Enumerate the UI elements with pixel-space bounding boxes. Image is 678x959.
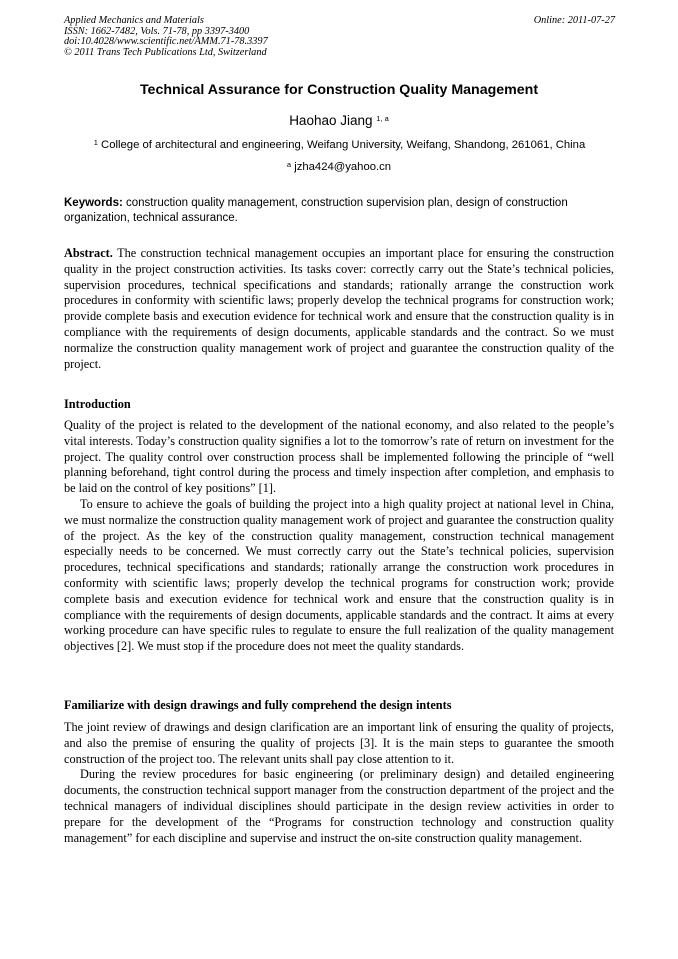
copyright-line: © 2011 Trans Tech Publications Ltd, Switzerland [64, 47, 267, 59]
keywords-label: Keywords: [64, 197, 123, 209]
affiliation-text: College of architectural and engineering, Weifang University, Weifang, Shandong, 261061, China [101, 139, 586, 151]
author-line [0, 112, 678, 130]
paper-title: Technical Assurance for Construction Quality Management [139, 82, 539, 98]
abstract-label: Abstract. [64, 246, 113, 260]
journal-header [64, 16, 384, 59]
email-line [0, 160, 678, 174]
affiliation-line [64, 138, 615, 152]
doi-line: doi:10.4028/www.scientific.net/AMM.71-78.3397 [64, 36, 268, 48]
keywords-text: construction quality management, construction supervision plan, design of construction organization, technical assurance. [64, 197, 568, 225]
familiarize-paragraph-1: The joint review of drawings and design clarification are an important link of ensuring the quality of projects, and also the premise of ensuring the quality of projects [3]. It is the main steps to guarantee the smooth construction of the project too. The relevant units shall pay close attention to it. [64, 720, 614, 766]
email-address[interactable]: jzha424@yahoo.cn [294, 161, 392, 173]
introduction-paragraph-1: Quality of the project is related to the development of the national economy, and also related to the people’s vital interests. Today’s construction quality signifies a lot to the tomorrow’s rate of return on investment for the project. The quality control over construction process shall be implemented following the principle of “well planning beforehand, tight control during the process and timely inspection after completion, and emphasis to be laid on the control of key positions” [1]. [64, 418, 614, 496]
author-name: Haohao Jiang [289, 113, 373, 128]
issn-line: ISSN: 1662-7482, Vols. 71-78, pp 3397-3400 [64, 25, 250, 37]
introduction-section [64, 418, 614, 655]
abstract-block [64, 246, 614, 372]
journal-name: Applied Mechanics and Materials [64, 15, 204, 26]
email-superscript: a [286, 160, 292, 169]
familiarize-heading: Familiarize with design drawings and fully comprehend the design intents [64, 698, 452, 712]
online-date: Online: 2011-07-27 [533, 15, 615, 26]
affiliation-superscript: 1 [93, 138, 98, 147]
introduction-heading: Introduction [64, 397, 131, 411]
introduction-paragraph-2: To ensure to achieve the goals of building the project into a high quality project at national level in China, we must normalize the construction quality management work of project and guarantee the construction quality of the project. As the key of the construction quality management, construction technical management especially needs to be concerned. We must correctly carry out the State’s technical policies, supervision procedures, technical specifications and standards; rationally arrange the construction work procedures in conformity with scientific laws; properly develop the technical programs for construction work; provide complete basis and execution evidence for technical work and ensure that the construction quality is in compliance with the requirements of design documents, applicable standards and the contract. It aims at every working procedure can have specific rules to regulate to ensure the full realization of the quality management objectives [2]. We must stop if the procedure does not meet the quality standards. [64, 496, 614, 654]
familiarize-paragraph-2: During the review procedures for basic engineering (or preliminary design) and detailed engineering documents, the construction technical support manager from the construction department of the project and the technical managers of individual disciplines should participate in the design review activities in order to prepare for the development of the “Programs for construction technology and construction quality management” for each discipline and supervise and instruct the on-site construction quality management. [64, 767, 614, 845]
abstract-text: The construction technical management occupies an important place for ensuring the construction quality in the project construction activities. Its tasks cover: correctly carry out the State’s technical policies, supervision procedures, technical specifications and standards; rationally arrange the construction work procedures in conformity with scientific laws; properly develop the technical programs for construction work; provide complete basis and execution evidence for technical work and ensure that the construction quality is in compliance with the requirements of design documents, applicable standards and the contract. So we must normalize the construction quality management work of project and guarantee the construction quality of the project. [64, 246, 614, 371]
keywords-block [64, 196, 614, 226]
author-superscript: 1, a [376, 114, 389, 123]
familiarize-section [64, 720, 614, 846]
